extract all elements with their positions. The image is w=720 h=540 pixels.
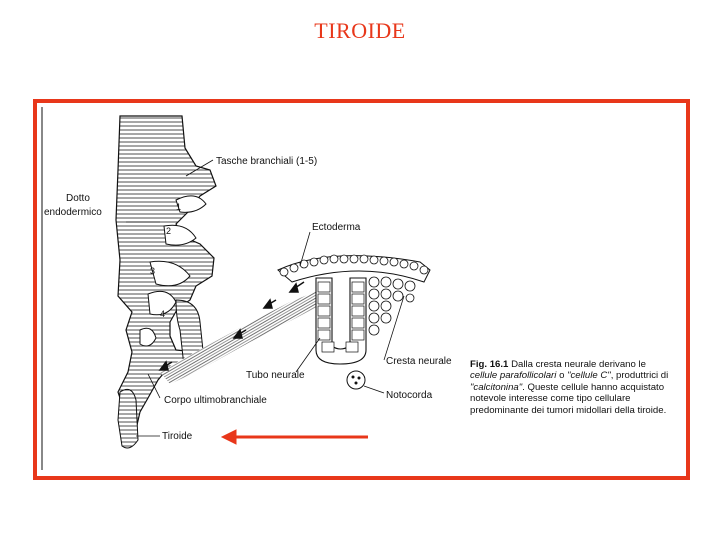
caption-text-c: , produttrici di (610, 370, 669, 382)
neural-crest-cells (369, 277, 415, 335)
caption-italic-c: "calcitonina" (470, 381, 523, 393)
red-arrow (222, 430, 368, 444)
label-branchial-pouches: Tasche branchiali (1-5) (216, 156, 318, 167)
caption-text-d: . Queste cellule hanno acquistato notevole interesse come tipo cellulare predominante dei tumori midollari della tiroide. (470, 381, 667, 416)
label-dotto-1: Dotto (66, 193, 90, 204)
caption-italic-a: cellule parafollicolari (470, 370, 557, 382)
caption-text-a: Dalla cresta neurale derivano le (511, 359, 646, 370)
figure-caption (470, 359, 675, 416)
caption-italic-b: "cellule C" (567, 370, 611, 382)
caption-text-b: o (559, 370, 565, 382)
label-corpo-ultimobranchiale: Corpo ultimobranchiale (164, 395, 267, 406)
pouch-number-3: 3 (150, 266, 156, 276)
label-notocorda: Notocorda (386, 390, 433, 401)
label-ectoderma: Ectoderma (312, 222, 361, 233)
thyroid (118, 389, 138, 448)
label-tiroide: Tiroide (162, 431, 193, 442)
label-tubo-neurale: Tubo neurale (246, 370, 305, 381)
label-dotto-2: endodermico (44, 207, 102, 218)
caption-fig-number: Fig. 16.1 (470, 359, 509, 370)
notochord (347, 371, 365, 389)
label-cresta-neurale: Cresta neurale (386, 356, 452, 367)
pouch-number-4: 4 (160, 309, 166, 319)
pouch-number-1: 1 (176, 202, 182, 212)
pouch-number-2: 2 (166, 226, 172, 236)
slide-title: TIROIDE (314, 18, 406, 43)
